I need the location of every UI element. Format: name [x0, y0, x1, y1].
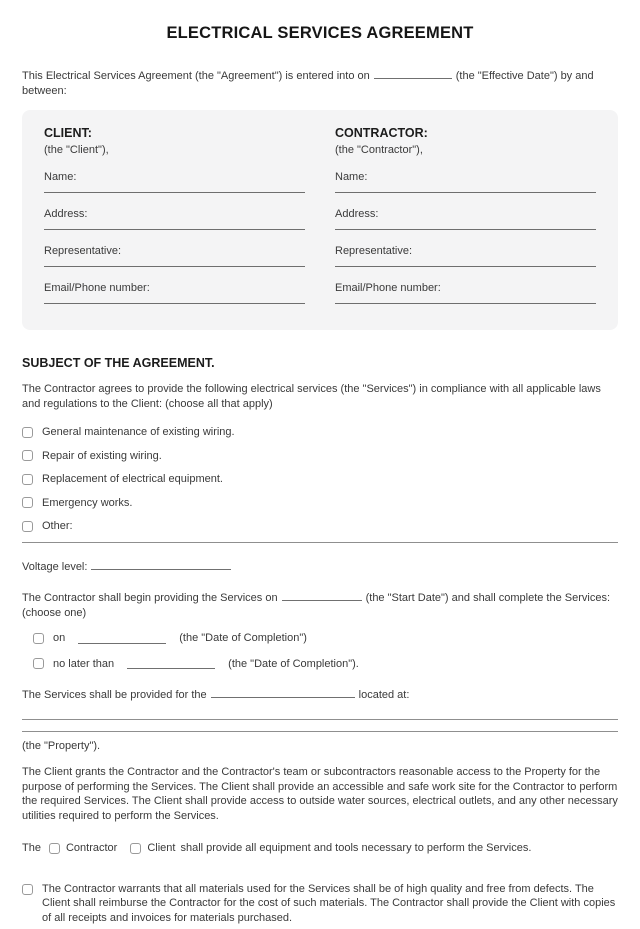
client-contact-field: [44, 282, 305, 304]
service-option-label: General maintenance of existing wiring.: [42, 426, 235, 438]
equipment-row: [22, 841, 618, 856]
location-paragraph: [22, 687, 618, 703]
service-option-label: Emergency works.: [42, 496, 133, 509]
checkbox-replacement-equipment[interactable]: [22, 474, 33, 485]
contractor-representative-label: Representative:: [335, 245, 413, 257]
client-representative-line[interactable]: [44, 265, 305, 267]
client-subheading: (the "Client"),: [44, 144, 109, 156]
contractor-address-field: [335, 208, 596, 230]
client-contact-line[interactable]: [44, 302, 305, 304]
equipment-contractor-label: Contractor: [65, 842, 118, 854]
completion-option-on-row: [33, 631, 618, 646]
service-option-label: Repair of existing wiring.: [42, 449, 162, 462]
client-representative-label: Representative:: [44, 245, 122, 257]
document-page: [0, 24, 640, 925]
service-option-row: [22, 519, 618, 534]
client-section: [44, 126, 305, 304]
schedule-text-before: The Contractor shall begin providing the Services on: [22, 592, 278, 604]
equipment-suffix: shall provide all equipment and tools necessary to perform the Services.: [180, 842, 532, 854]
completion-option-no-later-row: [33, 657, 618, 672]
client-address-line[interactable]: [44, 228, 305, 230]
contractor-contact-field: [335, 282, 596, 304]
property-address-line-2[interactable]: [22, 731, 618, 732]
property-address-line-1[interactable]: [22, 719, 618, 720]
contractor-address-label: Address:: [335, 208, 379, 220]
completion-date-blank-2[interactable]: [127, 658, 215, 669]
completion-no-later-label: no later than: [53, 657, 115, 670]
checkbox-equipment-contractor[interactable]: [49, 843, 60, 854]
checkbox-completion-no-later[interactable]: [33, 658, 44, 669]
voltage-row: [22, 559, 618, 575]
service-option-label: Replacement of electrical equipment.: [42, 473, 223, 485]
contractor-contact-label: Email/Phone number:: [335, 282, 441, 294]
client-heading: CLIENT:: [44, 126, 92, 140]
contractor-subheading: (the "Contractor"),: [335, 144, 423, 156]
contractor-name-label: Name:: [335, 171, 368, 183]
contractor-contact-line[interactable]: [335, 302, 596, 304]
service-option-row: [22, 449, 618, 464]
service-option-row: [22, 425, 618, 440]
page-title: ELECTRICAL SERVICES AGREEMENT: [166, 24, 474, 42]
contractor-name-field: [335, 171, 596, 193]
services-checklist: [22, 425, 618, 534]
choose-one-label: (choose one): [22, 606, 87, 619]
location-text-after: located at:: [358, 689, 410, 701]
client-address-field: [44, 208, 305, 230]
contractor-representative-line[interactable]: [335, 265, 596, 267]
voltage-level-blank[interactable]: [91, 559, 231, 570]
start-date-blank[interactable]: [282, 590, 362, 601]
contractor-name-line[interactable]: [335, 191, 596, 193]
intro-paragraph: [22, 68, 618, 98]
contractor-address-line[interactable]: [335, 228, 596, 230]
property-note: (the "Property").: [22, 739, 101, 752]
contractor-section: [335, 126, 596, 304]
equipment-prefix: The: [22, 842, 41, 854]
effective-date-blank[interactable]: [374, 68, 452, 79]
client-address-label: Address:: [44, 208, 88, 220]
client-name-field: [44, 171, 305, 193]
client-contact-label: Email/Phone number:: [44, 282, 150, 294]
checkbox-materials-warranty[interactable]: [22, 884, 33, 895]
subject-heading: SUBJECT OF THE AGREEMENT.: [22, 356, 215, 370]
intro-text-after: (the "Effective Date") by and between:: [22, 70, 594, 97]
checkbox-completion-on[interactable]: [33, 633, 44, 644]
property-name-blank[interactable]: [211, 687, 355, 698]
voltage-label: Voltage level:: [22, 560, 88, 573]
location-text-before: The Services shall be provided for the: [22, 689, 207, 701]
service-option-row: [22, 496, 618, 511]
other-text-line[interactable]: [22, 542, 618, 543]
checkbox-equipment-client[interactable]: [130, 843, 141, 854]
intro-text-before: This Electrical Services Agreement (the "Agreement") is entered into on: [22, 70, 370, 82]
completion-no-later-suffix: (the "Date of Completion").: [228, 657, 359, 670]
checkbox-emergency-works[interactable]: [22, 497, 33, 508]
materials-clause-text: The Contractor warrants that all materials used for the Services shall be of high quality and free from defects. The Client shall reimburse the Contractor for the cost of such materials. The Contractor shall provide the Client with copies of all receipts and invoices for materials purchased.: [42, 882, 616, 924]
completion-on-suffix: (the "Date of Completion"): [179, 632, 307, 644]
schedule-text-after: (the "Start Date") and shall complete the Services:: [365, 592, 611, 604]
checkbox-general-maintenance[interactable]: [22, 427, 33, 438]
access-paragraph: The Client grants the Contractor and the Contractor's team or subcontractors reasonable access to the Property for the purpose of performing the Services. The Client shall provide an accessible and safe work site for the Contractor to perform the required Services. The Client shall provide access to outside water sources, electrical outlets, and any other necessary utilities required to perform the Services.: [22, 766, 618, 822]
parties-box: [22, 110, 618, 330]
equipment-client-label: Client: [147, 842, 176, 854]
service-option-label: Other:: [42, 520, 73, 532]
client-name-label: Name:: [44, 171, 77, 183]
service-option-row: [22, 472, 618, 487]
subject-intro: The Contractor agrees to provide the following electrical services (the "Services") in compliance with all applicable laws and regulations to the Client: (choose all that apply): [22, 383, 601, 410]
client-representative-field: [44, 245, 305, 267]
materials-clause-row: [22, 882, 618, 926]
checkbox-other[interactable]: [22, 521, 33, 532]
completion-on-label: on: [53, 632, 66, 644]
contractor-representative-field: [335, 245, 596, 267]
schedule-paragraph: [22, 590, 618, 620]
completion-date-blank[interactable]: [78, 633, 166, 644]
contractor-heading: CONTRACTOR:: [335, 126, 428, 140]
checkbox-repair-wiring[interactable]: [22, 450, 33, 461]
client-name-line[interactable]: [44, 191, 305, 193]
